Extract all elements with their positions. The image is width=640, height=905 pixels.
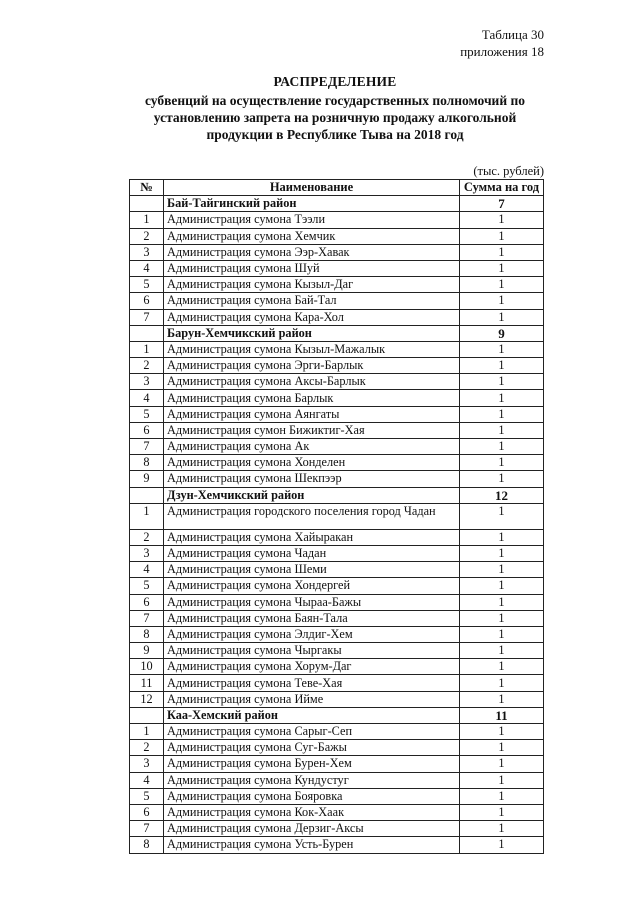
table-row xyxy=(130,358,544,374)
row-sum: 1 xyxy=(460,578,544,594)
table-row xyxy=(130,740,544,756)
row-name: Администрация сумона Теве-Хая xyxy=(164,675,460,691)
row-sum: 1 xyxy=(460,740,544,756)
table-row xyxy=(130,293,544,309)
table-reference xyxy=(460,26,544,60)
row-name: Администрация сумона Кызыл-Мажалык xyxy=(164,341,460,357)
table-row xyxy=(130,406,544,422)
row-sum: 1 xyxy=(460,594,544,610)
table-row xyxy=(130,260,544,276)
row-sum: 1 xyxy=(460,422,544,438)
row-name: Администрация сумона Баян-Тала xyxy=(164,610,460,626)
row-number: 3 xyxy=(130,374,164,390)
table-row xyxy=(130,390,544,406)
table-header-row xyxy=(130,180,544,196)
row-sum: 1 xyxy=(460,260,544,276)
table-row xyxy=(130,277,544,293)
row-sum: 1 xyxy=(460,724,544,740)
row-sum: 1 xyxy=(460,804,544,820)
row-number: 5 xyxy=(130,788,164,804)
row-name: Администрация сумона Элдиг-Хем xyxy=(164,626,460,642)
table-body xyxy=(130,196,544,853)
row-sum: 1 xyxy=(460,837,544,853)
row-name: Администрация сумона Шеми xyxy=(164,562,460,578)
row-name: Администрация сумона Чыргакы xyxy=(164,643,460,659)
row-number: 6 xyxy=(130,594,164,610)
row-sum: 1 xyxy=(460,374,544,390)
row-name: Администрация сумона Кызыл-Даг xyxy=(164,277,460,293)
district-total: 11 xyxy=(460,707,544,723)
row-sum: 1 xyxy=(460,562,544,578)
row-sum: 1 xyxy=(460,358,544,374)
row-number: 1 xyxy=(130,503,164,529)
row-name: Администрация сумона Ийме xyxy=(164,691,460,707)
table-row xyxy=(130,545,544,561)
table-row xyxy=(130,724,544,740)
row-number: 4 xyxy=(130,260,164,276)
table-row xyxy=(130,471,544,487)
row-sum: 1 xyxy=(460,309,544,325)
table-row xyxy=(130,212,544,228)
row-number: 8 xyxy=(130,455,164,471)
row-name: Администрация сумона Шекпээр xyxy=(164,471,460,487)
row-sum: 1 xyxy=(460,471,544,487)
table-row xyxy=(130,804,544,820)
row-sum: 1 xyxy=(460,293,544,309)
table-row xyxy=(130,788,544,804)
row-sum: 1 xyxy=(460,821,544,837)
district-row xyxy=(130,487,544,503)
table-row xyxy=(130,675,544,691)
table-row xyxy=(130,594,544,610)
table-row xyxy=(130,374,544,390)
district-name: Бай-Тайгинский район xyxy=(164,196,460,212)
row-name: Администрация сумона Хемчик xyxy=(164,228,460,244)
table-row xyxy=(130,341,544,357)
table-row xyxy=(130,837,544,853)
row-name: Администрация сумона Хонделен xyxy=(164,455,460,471)
row-sum: 1 xyxy=(460,659,544,675)
table-row xyxy=(130,691,544,707)
row-number: 3 xyxy=(130,545,164,561)
row-name: Администрация сумона Хайыракан xyxy=(164,529,460,545)
district-name: Барун-Хемчикский район xyxy=(164,325,460,341)
row-sum: 1 xyxy=(460,228,544,244)
row-number: 2 xyxy=(130,228,164,244)
district-number-cell xyxy=(130,707,164,723)
district-total: 9 xyxy=(460,325,544,341)
row-sum: 1 xyxy=(460,529,544,545)
table-row xyxy=(130,626,544,642)
row-name: Администрация сумона Тээли xyxy=(164,212,460,228)
header-number: № xyxy=(130,180,164,196)
row-name: Администрация сумона Чадан xyxy=(164,545,460,561)
row-sum: 1 xyxy=(460,406,544,422)
row-number: 7 xyxy=(130,821,164,837)
row-name: Администрация сумона Бояровка xyxy=(164,788,460,804)
row-sum: 1 xyxy=(460,675,544,691)
row-number: 4 xyxy=(130,562,164,578)
table-row xyxy=(130,244,544,260)
row-number: 2 xyxy=(130,740,164,756)
row-number: 4 xyxy=(130,390,164,406)
district-row xyxy=(130,325,544,341)
row-number: 8 xyxy=(130,837,164,853)
row-sum: 1 xyxy=(460,455,544,471)
row-sum: 1 xyxy=(460,772,544,788)
row-name: Администрация сумона Кок-Хаак xyxy=(164,804,460,820)
table-row xyxy=(130,309,544,325)
row-name: Администрация сумона Усть-Бурен xyxy=(164,837,460,853)
row-number: 3 xyxy=(130,756,164,772)
table-row xyxy=(130,610,544,626)
table-row xyxy=(130,659,544,675)
row-name: Администрация сумона Кундустуг xyxy=(164,772,460,788)
row-number: 5 xyxy=(130,406,164,422)
row-name: Администрация сумона Бурен-Хем xyxy=(164,756,460,772)
table-row xyxy=(130,821,544,837)
row-name: Администрация сумона Суг-Бажы xyxy=(164,740,460,756)
table-row xyxy=(130,422,544,438)
row-name: Администрация сумона Эрги-Барлык xyxy=(164,358,460,374)
row-name: Администрация сумона Хорум-Даг xyxy=(164,659,460,675)
table-row xyxy=(130,772,544,788)
table-row xyxy=(130,578,544,594)
row-name: Администрация сумона Чыраа-Бажы xyxy=(164,594,460,610)
row-sum: 1 xyxy=(460,503,544,529)
row-number: 5 xyxy=(130,277,164,293)
table-row xyxy=(130,756,544,772)
row-sum: 1 xyxy=(460,390,544,406)
row-name: Администрация сумон Бижиктиг-Хая xyxy=(164,422,460,438)
row-sum: 1 xyxy=(460,756,544,772)
district-name: Дзун-Хемчикский район xyxy=(164,487,460,503)
district-row xyxy=(130,707,544,723)
distribution-table xyxy=(129,179,544,854)
row-name: Администрация сумона Аксы-Барлык xyxy=(164,374,460,390)
district-total: 7 xyxy=(460,196,544,212)
district-number-cell xyxy=(130,487,164,503)
row-sum: 1 xyxy=(460,277,544,293)
district-number-cell xyxy=(130,196,164,212)
row-number: 4 xyxy=(130,772,164,788)
row-name: Администрация сумона Кара-Хол xyxy=(164,309,460,325)
title-heading: РАСПРЕДЕЛЕНИЕ xyxy=(273,74,397,89)
table-row xyxy=(130,228,544,244)
row-name: Администрация городского поселения город Чадан xyxy=(164,503,460,529)
row-number: 12 xyxy=(130,691,164,707)
table-row xyxy=(130,503,544,529)
row-sum: 1 xyxy=(460,788,544,804)
row-name: Администрация сумона Аянгаты xyxy=(164,406,460,422)
row-name: Администрация сумона Ак xyxy=(164,439,460,455)
district-total: 12 xyxy=(460,487,544,503)
row-number: 1 xyxy=(130,212,164,228)
row-name: Администрация сумона Дерзиг-Аксы xyxy=(164,821,460,837)
row-number: 11 xyxy=(130,675,164,691)
table-row xyxy=(130,455,544,471)
header-name: Наименование xyxy=(164,180,460,196)
row-number: 2 xyxy=(130,358,164,374)
row-sum: 1 xyxy=(460,545,544,561)
table-row xyxy=(130,439,544,455)
district-number-cell xyxy=(130,325,164,341)
row-name: Администрация сумона Бай-Тал xyxy=(164,293,460,309)
row-name: Администрация сумона Хондергей xyxy=(164,578,460,594)
row-number: 7 xyxy=(130,610,164,626)
row-name: Администрация сумона Сарыг-Сеп xyxy=(164,724,460,740)
reference-table-number: Таблица 30 xyxy=(481,27,544,42)
row-number: 2 xyxy=(130,529,164,545)
row-number: 5 xyxy=(130,578,164,594)
table-row xyxy=(130,643,544,659)
document-title xyxy=(100,73,570,143)
row-sum: 1 xyxy=(460,691,544,707)
title-line-4: продукции в Республике Тыва на 2018 год xyxy=(206,127,464,142)
row-sum: 1 xyxy=(460,439,544,455)
row-name: Администрация сумона Барлык xyxy=(164,390,460,406)
row-sum: 1 xyxy=(460,610,544,626)
row-number: 3 xyxy=(130,244,164,260)
row-number: 10 xyxy=(130,659,164,675)
row-sum: 1 xyxy=(460,643,544,659)
row-number: 8 xyxy=(130,626,164,642)
row-sum: 1 xyxy=(460,212,544,228)
district-row xyxy=(130,196,544,212)
header-sum: Сумма на год xyxy=(460,180,544,196)
row-number: 1 xyxy=(130,341,164,357)
row-number: 9 xyxy=(130,471,164,487)
reference-appendix: приложения 18 xyxy=(460,44,544,59)
units-label: (тыс. рублей) xyxy=(473,164,544,178)
row-number: 7 xyxy=(130,439,164,455)
table-row xyxy=(130,529,544,545)
row-number: 7 xyxy=(130,309,164,325)
row-number: 6 xyxy=(130,422,164,438)
district-name: Каа-Хемский район xyxy=(164,707,460,723)
title-line-2: субвенций на осуществление государственных полномочий по xyxy=(144,93,526,108)
row-number: 9 xyxy=(130,643,164,659)
title-line-3: установлению запрета на розничную продажу алкогольной xyxy=(153,110,517,125)
row-sum: 1 xyxy=(460,341,544,357)
row-number: 6 xyxy=(130,804,164,820)
table-row xyxy=(130,562,544,578)
row-sum: 1 xyxy=(460,244,544,260)
row-number: 6 xyxy=(130,293,164,309)
row-sum: 1 xyxy=(460,626,544,642)
row-name: Администрация сумона Ээр-Хавак xyxy=(164,244,460,260)
row-number: 1 xyxy=(130,724,164,740)
row-name: Администрация сумона Шуй xyxy=(164,260,460,276)
